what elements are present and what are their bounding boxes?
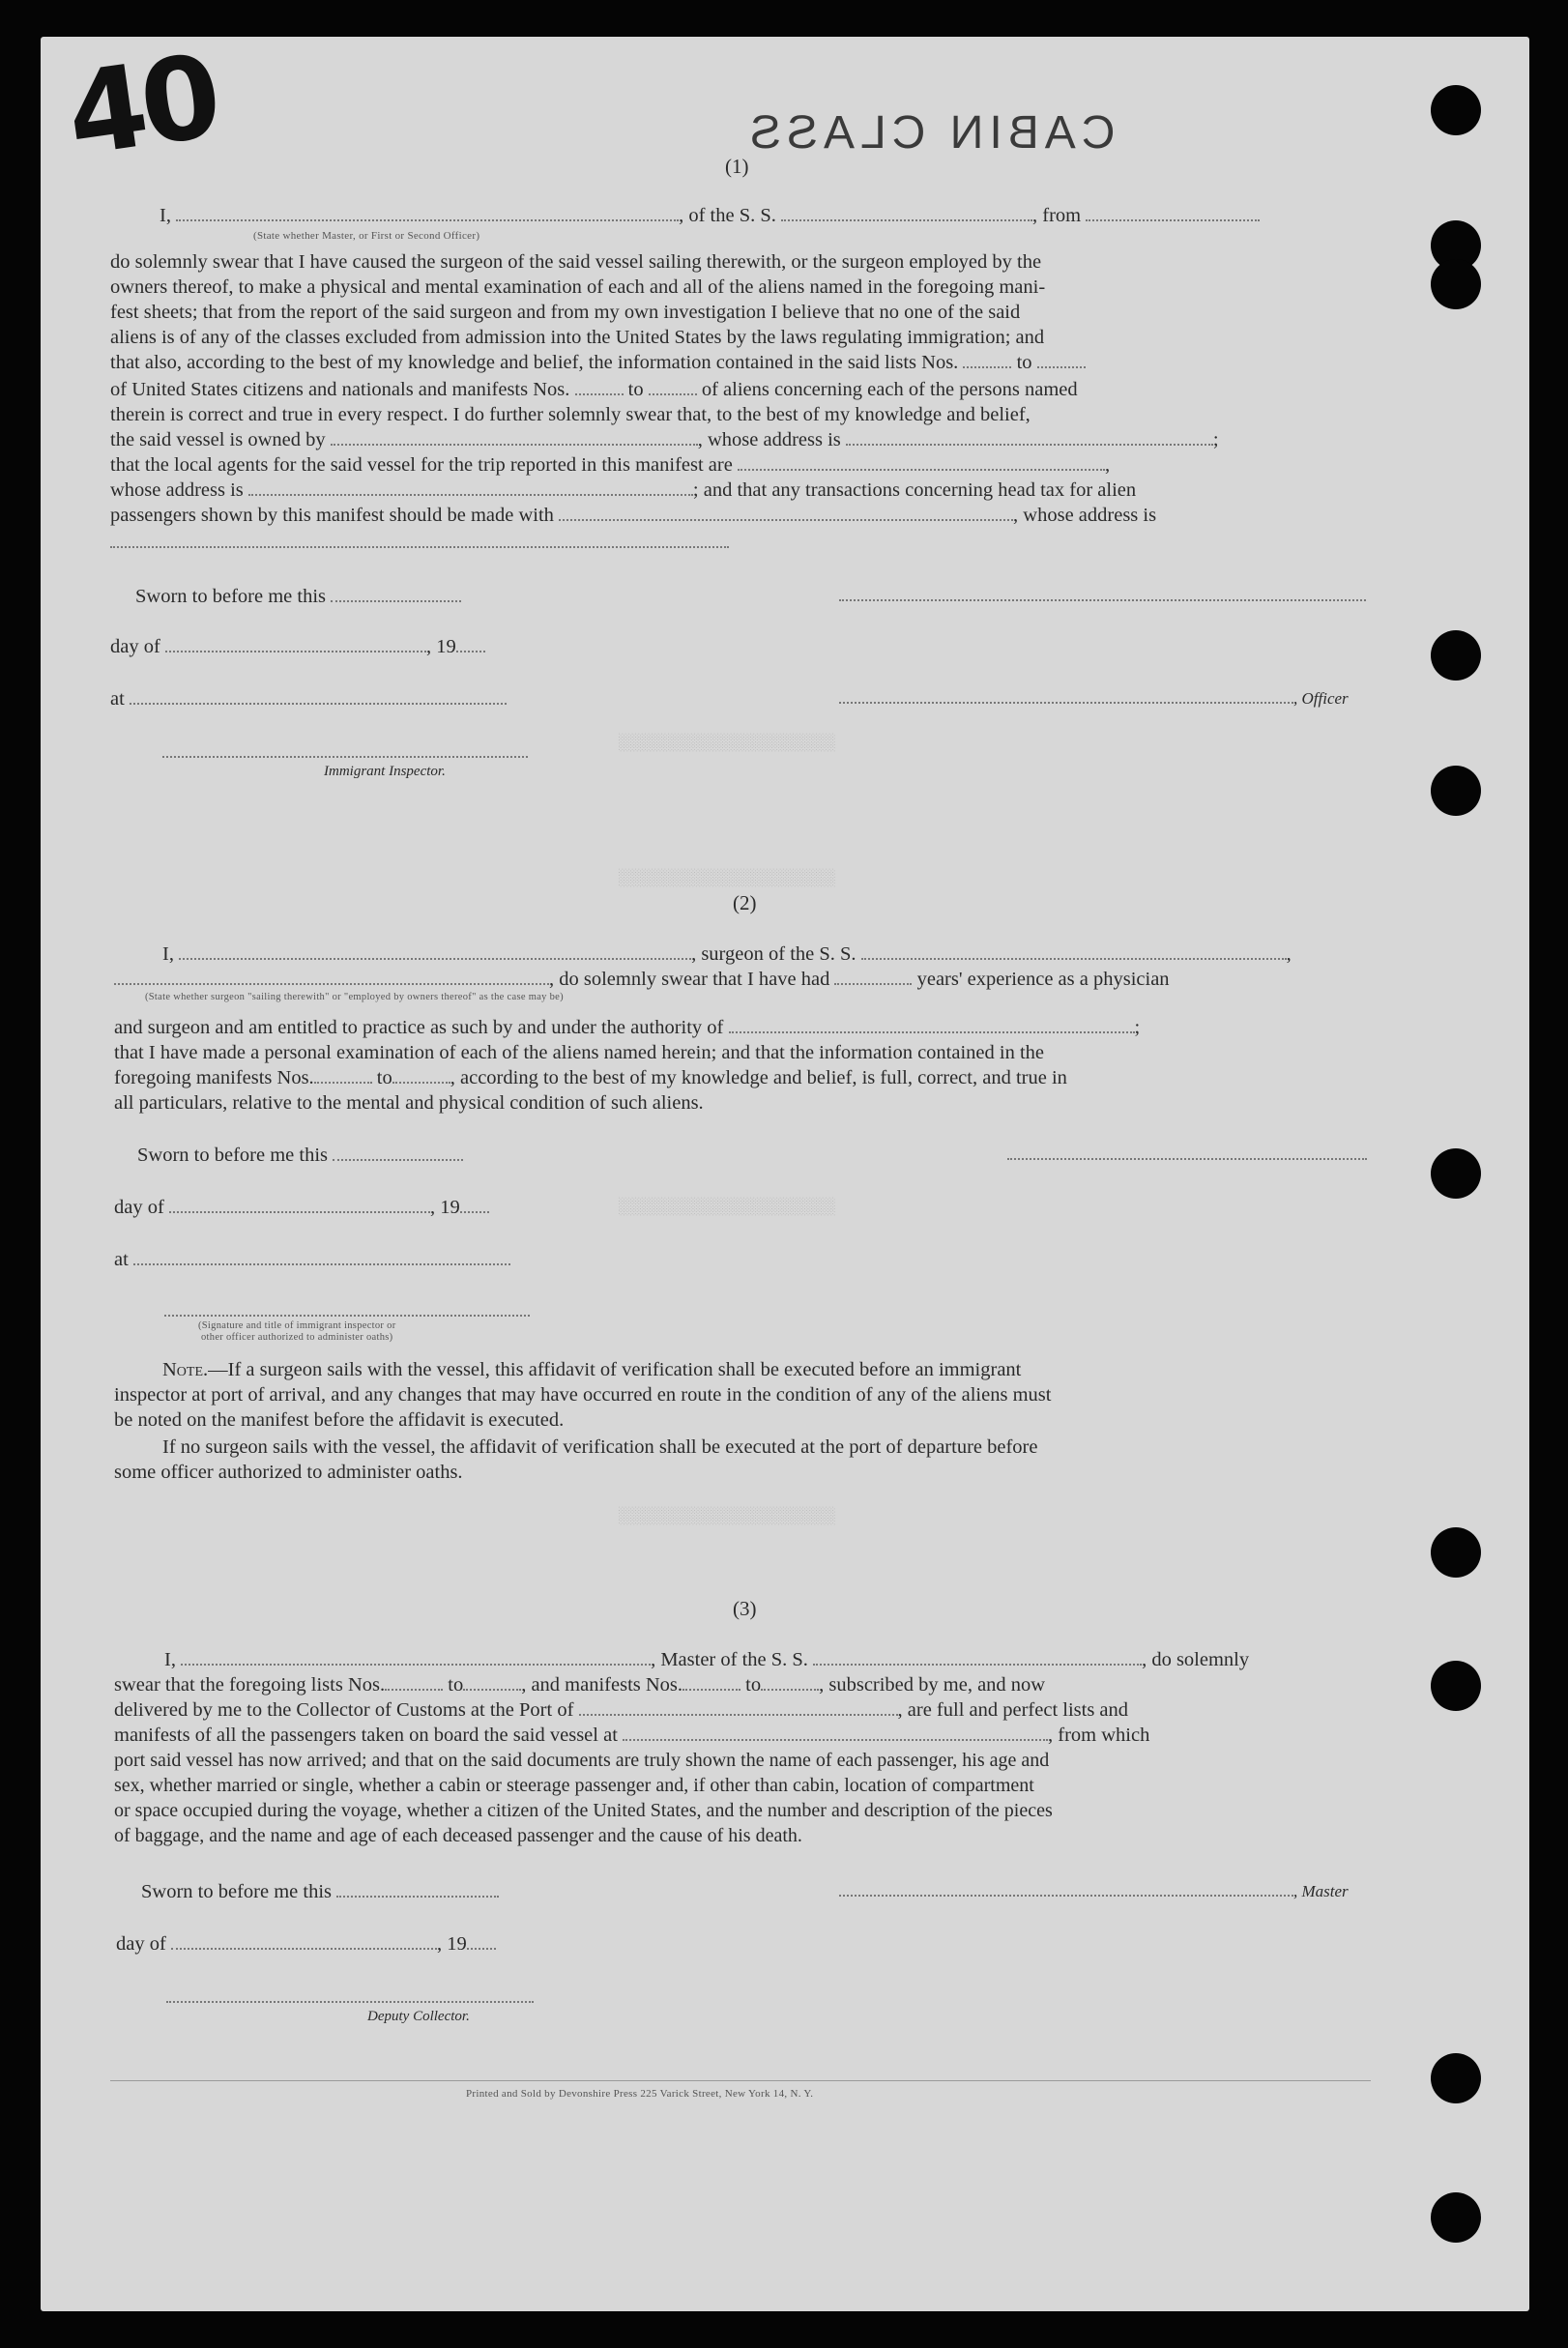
sworn-line: Sworn to before me this bbox=[135, 584, 461, 609]
binder-hole bbox=[1431, 630, 1481, 681]
fill-in-field[interactable] bbox=[846, 428, 1213, 446]
fill-in-field[interactable] bbox=[682, 1673, 740, 1691]
paragraph-line: delivered by me to the Collector of Customs at the Port of , are full and perfect lists and bbox=[114, 1699, 1129, 1721]
sworn-line: Sworn to before me this bbox=[141, 1879, 499, 1904]
note-line: some officer authorized to administer oaths. bbox=[114, 1462, 463, 1483]
day-of-line: day of , 19 bbox=[114, 1195, 489, 1220]
fill-in-field[interactable] bbox=[649, 378, 697, 395]
bleed-through-text: ░░░░░░░░░░░░░░░░░░░░░░ bbox=[619, 1508, 836, 1526]
paragraph-line: and surgeon and am entitled to practice as such by and under the authority of ; bbox=[114, 1017, 1141, 1038]
binder-hole bbox=[1431, 2053, 1481, 2103]
paragraph-line: port said vessel has now arrived; and that on the said documents are truly shown the name of each passenger, his age and bbox=[114, 1750, 1050, 1771]
section2-first-line: I, , surgeon of the S. S. , bbox=[162, 943, 1292, 965]
signature-line[interactable] bbox=[164, 1299, 530, 1317]
paragraph-line: or space occupied during the voyage, whether a citizen of the United States, and the number and description of the pieces bbox=[114, 1800, 1053, 1821]
binder-hole bbox=[1431, 766, 1481, 816]
fill-in-field[interactable] bbox=[861, 942, 1287, 960]
fill-in-field[interactable] bbox=[314, 1066, 372, 1084]
paragraph-line: that also, according to the best of my knowledge and belief, the information contained in the said lists Nos. to bbox=[110, 350, 1086, 375]
field-note: (State whether Master, or First or Second Officer) bbox=[253, 230, 480, 242]
paragraph-line: owners thereof, to make a physical and mental examination of each and all of the aliens named in the foregoing mani- bbox=[110, 276, 1046, 298]
paragraph-line: sex, whether married or single, whether a cabin or steerage passenger and, if other than cabin, location of compartment bbox=[114, 1775, 1034, 1796]
bleed-through-text: ░░░░░░░░░░░░░░░░░░░░░░ bbox=[619, 1199, 836, 1217]
collector-label: Deputy Collector. bbox=[367, 2009, 470, 2024]
fill-in-field[interactable] bbox=[385, 1673, 443, 1691]
paragraph-line: whose address is ; and that any transactions concerning head tax for alien bbox=[110, 479, 1137, 501]
paragraph-line bbox=[110, 530, 729, 555]
fill-in-field[interactable] bbox=[963, 351, 1011, 368]
fill-in-field[interactable] bbox=[331, 585, 461, 602]
day-of-line: day of , 19 bbox=[116, 1931, 496, 1957]
fill-in-field[interactable] bbox=[729, 1016, 1135, 1033]
paragraph-line: the said vessel is owned by , whose address is ; bbox=[110, 429, 1219, 450]
section-number: (3) bbox=[733, 1597, 757, 1620]
paragraph-line: manifests of all the passengers taken on board the said vessel at , from which bbox=[114, 1725, 1150, 1746]
fill-in-field[interactable] bbox=[761, 1673, 819, 1691]
section2-second-line: , do solemnly swear that I have had years' experience as a physician bbox=[114, 967, 1170, 992]
binder-hole bbox=[1431, 85, 1481, 135]
fill-in-field[interactable] bbox=[392, 1066, 450, 1084]
fill-in-field[interactable] bbox=[333, 1144, 463, 1161]
signature-line[interactable] bbox=[839, 686, 1293, 704]
fill-in-field[interactable] bbox=[248, 478, 693, 496]
bleed-through-text: ░░░░░░░░░░░░░░░░░░░░░░ bbox=[619, 735, 836, 753]
fill-in-field[interactable] bbox=[623, 1724, 1048, 1741]
fill-in-field[interactable] bbox=[781, 204, 1032, 221]
paragraph-line: of United States citizens and nationals and manifests Nos. to of aliens concerning each of the persons named bbox=[110, 379, 1078, 400]
section-number: (1) bbox=[725, 155, 749, 178]
paragraph-line: that I have made a personal examination of each of the aliens named herein; and that the information contained in the bbox=[114, 1042, 1044, 1063]
sworn-line: Sworn to before me this bbox=[137, 1143, 463, 1168]
fill-in-field[interactable] bbox=[114, 968, 549, 985]
fill-in-field[interactable] bbox=[336, 1880, 499, 1898]
fill-in-field[interactable] bbox=[834, 968, 912, 985]
signature-note: other officer authorized to administer oaths) bbox=[201, 1332, 393, 1343]
fill-in-field[interactable] bbox=[181, 1648, 651, 1666]
fill-in-field[interactable] bbox=[559, 504, 1013, 521]
binder-hole bbox=[1431, 2192, 1481, 2243]
inspector-label: Immigrant Inspector. bbox=[324, 764, 446, 779]
at-line: at bbox=[114, 1247, 510, 1272]
fill-in-field[interactable] bbox=[176, 204, 679, 221]
fill-in-field[interactable] bbox=[579, 1698, 898, 1716]
fill-in-field[interactable] bbox=[179, 942, 691, 960]
mirrored-header-bleed: CABIN CLASS bbox=[744, 107, 1116, 159]
binder-hole bbox=[1431, 1148, 1481, 1199]
signature-line[interactable] bbox=[839, 1879, 1293, 1897]
note-line: Note.—If a surgeon sails with the vessel, this affidavit of verification shall be executed before an immigrant bbox=[162, 1359, 1022, 1380]
fill-in-field[interactable] bbox=[1037, 351, 1086, 368]
paragraph-line: aliens is of any of the classes excluded from admission into the United States by the laws regulating immigration; and bbox=[110, 327, 1045, 348]
binder-hole bbox=[1431, 1527, 1481, 1578]
fill-in-field[interactable] bbox=[171, 1932, 437, 1950]
field-note: (State whether surgeon "sailing therewith" or "employed by owners thereof" as the case may be) bbox=[145, 992, 564, 1002]
paragraph-line: therein is correct and true in every respect. I do further solemnly swear that, to the best of my knowledge and belief, bbox=[110, 404, 1031, 425]
paragraph-line: passengers shown by this manifest should be made with , whose address is bbox=[110, 505, 1157, 526]
fill-in-field[interactable] bbox=[331, 428, 698, 446]
fill-in-field[interactable] bbox=[1086, 204, 1260, 221]
paragraph-line: foregoing manifests Nos. to , according to the best of my knowledge and belief, is full, correct, and true in bbox=[114, 1067, 1067, 1088]
note-line: If no surgeon sails with the vessel, the affidavit of verification shall be executed at the port of departure before bbox=[162, 1436, 1038, 1458]
master-label: , Master bbox=[1293, 1882, 1349, 1900]
officer-label: , Officer bbox=[1293, 689, 1349, 708]
fill-in-field[interactable] bbox=[130, 687, 507, 705]
fill-in-field[interactable] bbox=[110, 531, 729, 548]
binder-hole bbox=[1431, 1661, 1481, 1711]
signature-line[interactable] bbox=[162, 740, 528, 758]
fill-in-field[interactable] bbox=[133, 1248, 510, 1265]
bleed-through-text: ░░░░░░░░░░░░░░░░░░░░░░ bbox=[619, 870, 836, 888]
handwritten-page-number: 40 bbox=[59, 29, 224, 182]
signature-line[interactable] bbox=[839, 584, 1366, 601]
fill-in-field[interactable] bbox=[463, 1673, 521, 1691]
section-number: (2) bbox=[733, 891, 757, 914]
printer-imprint: Printed and Sold by Devonshire Press 225 Varick Street, New York 14, N. Y. bbox=[466, 2088, 814, 2100]
fill-in-field[interactable] bbox=[456, 635, 485, 652]
day-of-line: day of , 19 bbox=[110, 634, 485, 659]
paragraph-line: all particulars, relative to the mental and physical condition of such aliens. bbox=[114, 1092, 704, 1114]
signature-line[interactable] bbox=[166, 1986, 534, 2003]
fill-in-field[interactable] bbox=[467, 1932, 496, 1950]
fill-in-field[interactable] bbox=[575, 378, 624, 395]
note-line: inspector at port of arrival, and any changes that may have occurred en route in the condition of any of the aliens must bbox=[114, 1384, 1052, 1406]
fill-in-field[interactable] bbox=[169, 1196, 430, 1213]
fill-in-field[interactable] bbox=[165, 635, 426, 652]
paragraph-line: fest sheets; that from the report of the said surgeon and from my own investigation I believe that no one of the said bbox=[110, 302, 1021, 323]
at-line: at bbox=[110, 686, 507, 711]
footer-rule bbox=[110, 2080, 1371, 2081]
paragraph-line: that the local agents for the said vessel for the trip reported in this manifest are , bbox=[110, 454, 1111, 476]
fill-in-field[interactable] bbox=[738, 453, 1105, 471]
paragraph-line: do solemnly swear that I have caused the surgeon of the said vessel sailing therewith, or the surgeon employed by the bbox=[110, 251, 1042, 273]
paragraph-line: I, , Master of the S. S. , do solemnly bbox=[164, 1649, 1250, 1670]
paragraph-line: of baggage, and the name and age of each deceased passenger and the cause of his death. bbox=[114, 1825, 802, 1846]
signature-line[interactable] bbox=[1007, 1143, 1367, 1160]
note-line: be noted on the manifest before the affidavit is executed. bbox=[114, 1409, 565, 1431]
signature-note: (Signature and title of immigrant inspector or bbox=[198, 1320, 396, 1331]
fill-in-field[interactable] bbox=[460, 1196, 489, 1213]
paragraph-line: swear that the foregoing lists Nos. to , and manifests Nos. to , subscribed by me, and now bbox=[114, 1674, 1046, 1696]
section1-first-line: I, , of the S. S. , from bbox=[160, 203, 1260, 228]
fill-in-field[interactable] bbox=[813, 1648, 1142, 1666]
binder-hole bbox=[1431, 259, 1481, 309]
